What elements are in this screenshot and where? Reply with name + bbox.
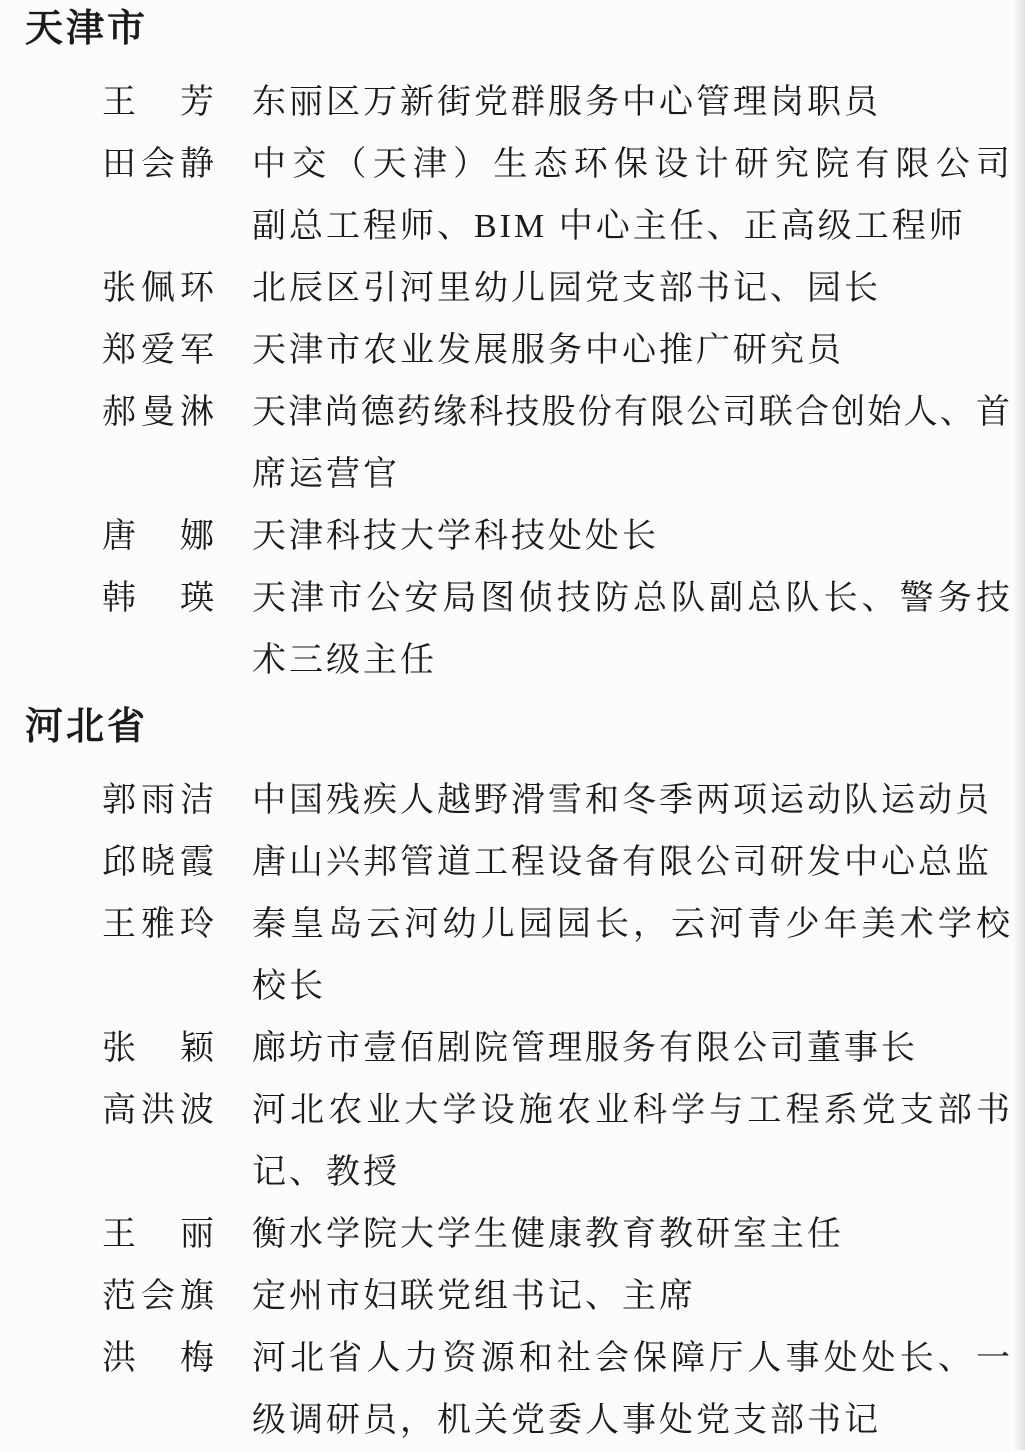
honoree-title-line: 廊坊市壹佰剧院管理服务有限公司董事长 xyxy=(252,1030,918,1067)
honoree-title xyxy=(252,506,1010,568)
honoree-title xyxy=(252,1328,1010,1452)
honoree-entry xyxy=(25,568,1010,692)
honoree-title-line: 东丽区万新街党群服务中心管理岗职员 xyxy=(252,84,881,121)
honoree-title-line: 记、教授 xyxy=(252,1154,400,1191)
honoree-entry xyxy=(25,72,1010,134)
honoree-name: 唐娜 xyxy=(102,518,214,555)
honoree-name: 郝曼淋 xyxy=(102,394,214,431)
honoree-title-line: 天津市农业发展服务中心推广研究员 xyxy=(252,332,844,369)
honoree-title xyxy=(252,1266,1010,1328)
honoree-title-line: 中交（天津）生态环保设计研究院有限公司 xyxy=(252,146,1010,183)
honoree-name: 郑爱军 xyxy=(102,332,214,369)
honoree-name: 王雅玲 xyxy=(102,906,214,943)
honoree-title xyxy=(252,1204,1010,1266)
honoree-title-line: 河北省人力资源和社会保障厅人事处处长、一 xyxy=(252,1340,1010,1377)
honoree-title-line: 级调研员，机关党委人事处党支部书记 xyxy=(252,1402,881,1439)
honoree-title-line: 中国残疾人越野滑雪和冬季两项运动队运动员 xyxy=(252,782,992,819)
honoree-name: 韩瑛 xyxy=(102,580,214,617)
honoree-title xyxy=(252,382,1010,506)
honoree-name: 洪梅 xyxy=(102,1340,214,1377)
honoree-title xyxy=(252,134,1010,258)
honoree-entry xyxy=(25,134,1010,258)
honoree-title-line: 天津尚德药缘科技股份有限公司联合创始人、首 xyxy=(252,394,1010,431)
honoree-name: 范会旗 xyxy=(102,1278,214,1315)
honoree-name: 郭雨洁 xyxy=(102,782,214,819)
honoree-title xyxy=(252,320,1010,382)
honoree-title-line: 衡水学院大学生健康教育教研室主任 xyxy=(252,1216,844,1253)
honoree-name: 张佩环 xyxy=(102,270,214,307)
honoree-entry xyxy=(25,1018,1010,1080)
honoree-entry xyxy=(25,894,1010,1018)
honoree-name: 张颖 xyxy=(102,1030,214,1067)
honoree-title xyxy=(252,1018,1010,1080)
honoree-title xyxy=(252,1080,1010,1204)
honoree-title-line: 秦皇岛云河幼儿园园长，云河青少年美术学校 xyxy=(252,906,1010,943)
page-edge-shade xyxy=(1013,0,1025,1450)
region-header: 天津市 xyxy=(25,8,149,50)
honoree-entry xyxy=(25,1204,1010,1266)
honoree-name: 高洪波 xyxy=(102,1092,214,1129)
honoree-title-line: 术三级主任 xyxy=(252,642,437,679)
honoree-title-line: 天津市公安局图侦技防总队副总队长、警务技 xyxy=(252,580,1010,617)
honoree-entry xyxy=(25,320,1010,382)
honoree-entry xyxy=(25,1328,1010,1452)
honoree-entry xyxy=(25,1080,1010,1204)
region-header: 河北省 xyxy=(25,706,149,748)
honoree-entry xyxy=(25,832,1010,894)
honoree-entry xyxy=(25,770,1010,832)
honoree-title-line: 副总工程师、BIM 中心主任、正高级工程师 xyxy=(252,208,966,245)
honoree-title-line: 天津科技大学科技处处长 xyxy=(252,518,659,555)
honoree-entry xyxy=(25,382,1010,506)
honoree-title xyxy=(252,258,1010,320)
region-section xyxy=(25,6,1010,692)
honoree-title-line: 唐山兴邦管道工程设备有限公司研发中心总监 xyxy=(252,844,992,881)
honoree-title-line: 定州市妇联党组书记、主席 xyxy=(252,1278,696,1315)
honoree-title xyxy=(252,894,1010,1018)
honoree-title-line: 席运营官 xyxy=(252,456,400,493)
honoree-title-line: 北辰区引河里幼儿园党支部书记、园长 xyxy=(252,270,881,307)
honoree-name: 王芳 xyxy=(102,84,214,121)
honoree-title xyxy=(252,568,1010,692)
honoree-title xyxy=(252,770,1010,832)
region-section xyxy=(25,704,1010,1452)
honoree-title-line: 河北农业大学设施农业科学与工程系党支部书 xyxy=(252,1092,1010,1129)
honoree-title xyxy=(252,72,1010,134)
honoree-name: 王丽 xyxy=(102,1216,214,1253)
honoree-name: 田会静 xyxy=(102,146,214,183)
honoree-entry xyxy=(25,258,1010,320)
honoree-title xyxy=(252,832,1010,894)
honoree-entry xyxy=(25,1266,1010,1328)
honoree-title-line: 校长 xyxy=(252,968,326,1005)
honoree-name: 邱晓霞 xyxy=(102,844,214,881)
honoree-entry xyxy=(25,506,1010,568)
